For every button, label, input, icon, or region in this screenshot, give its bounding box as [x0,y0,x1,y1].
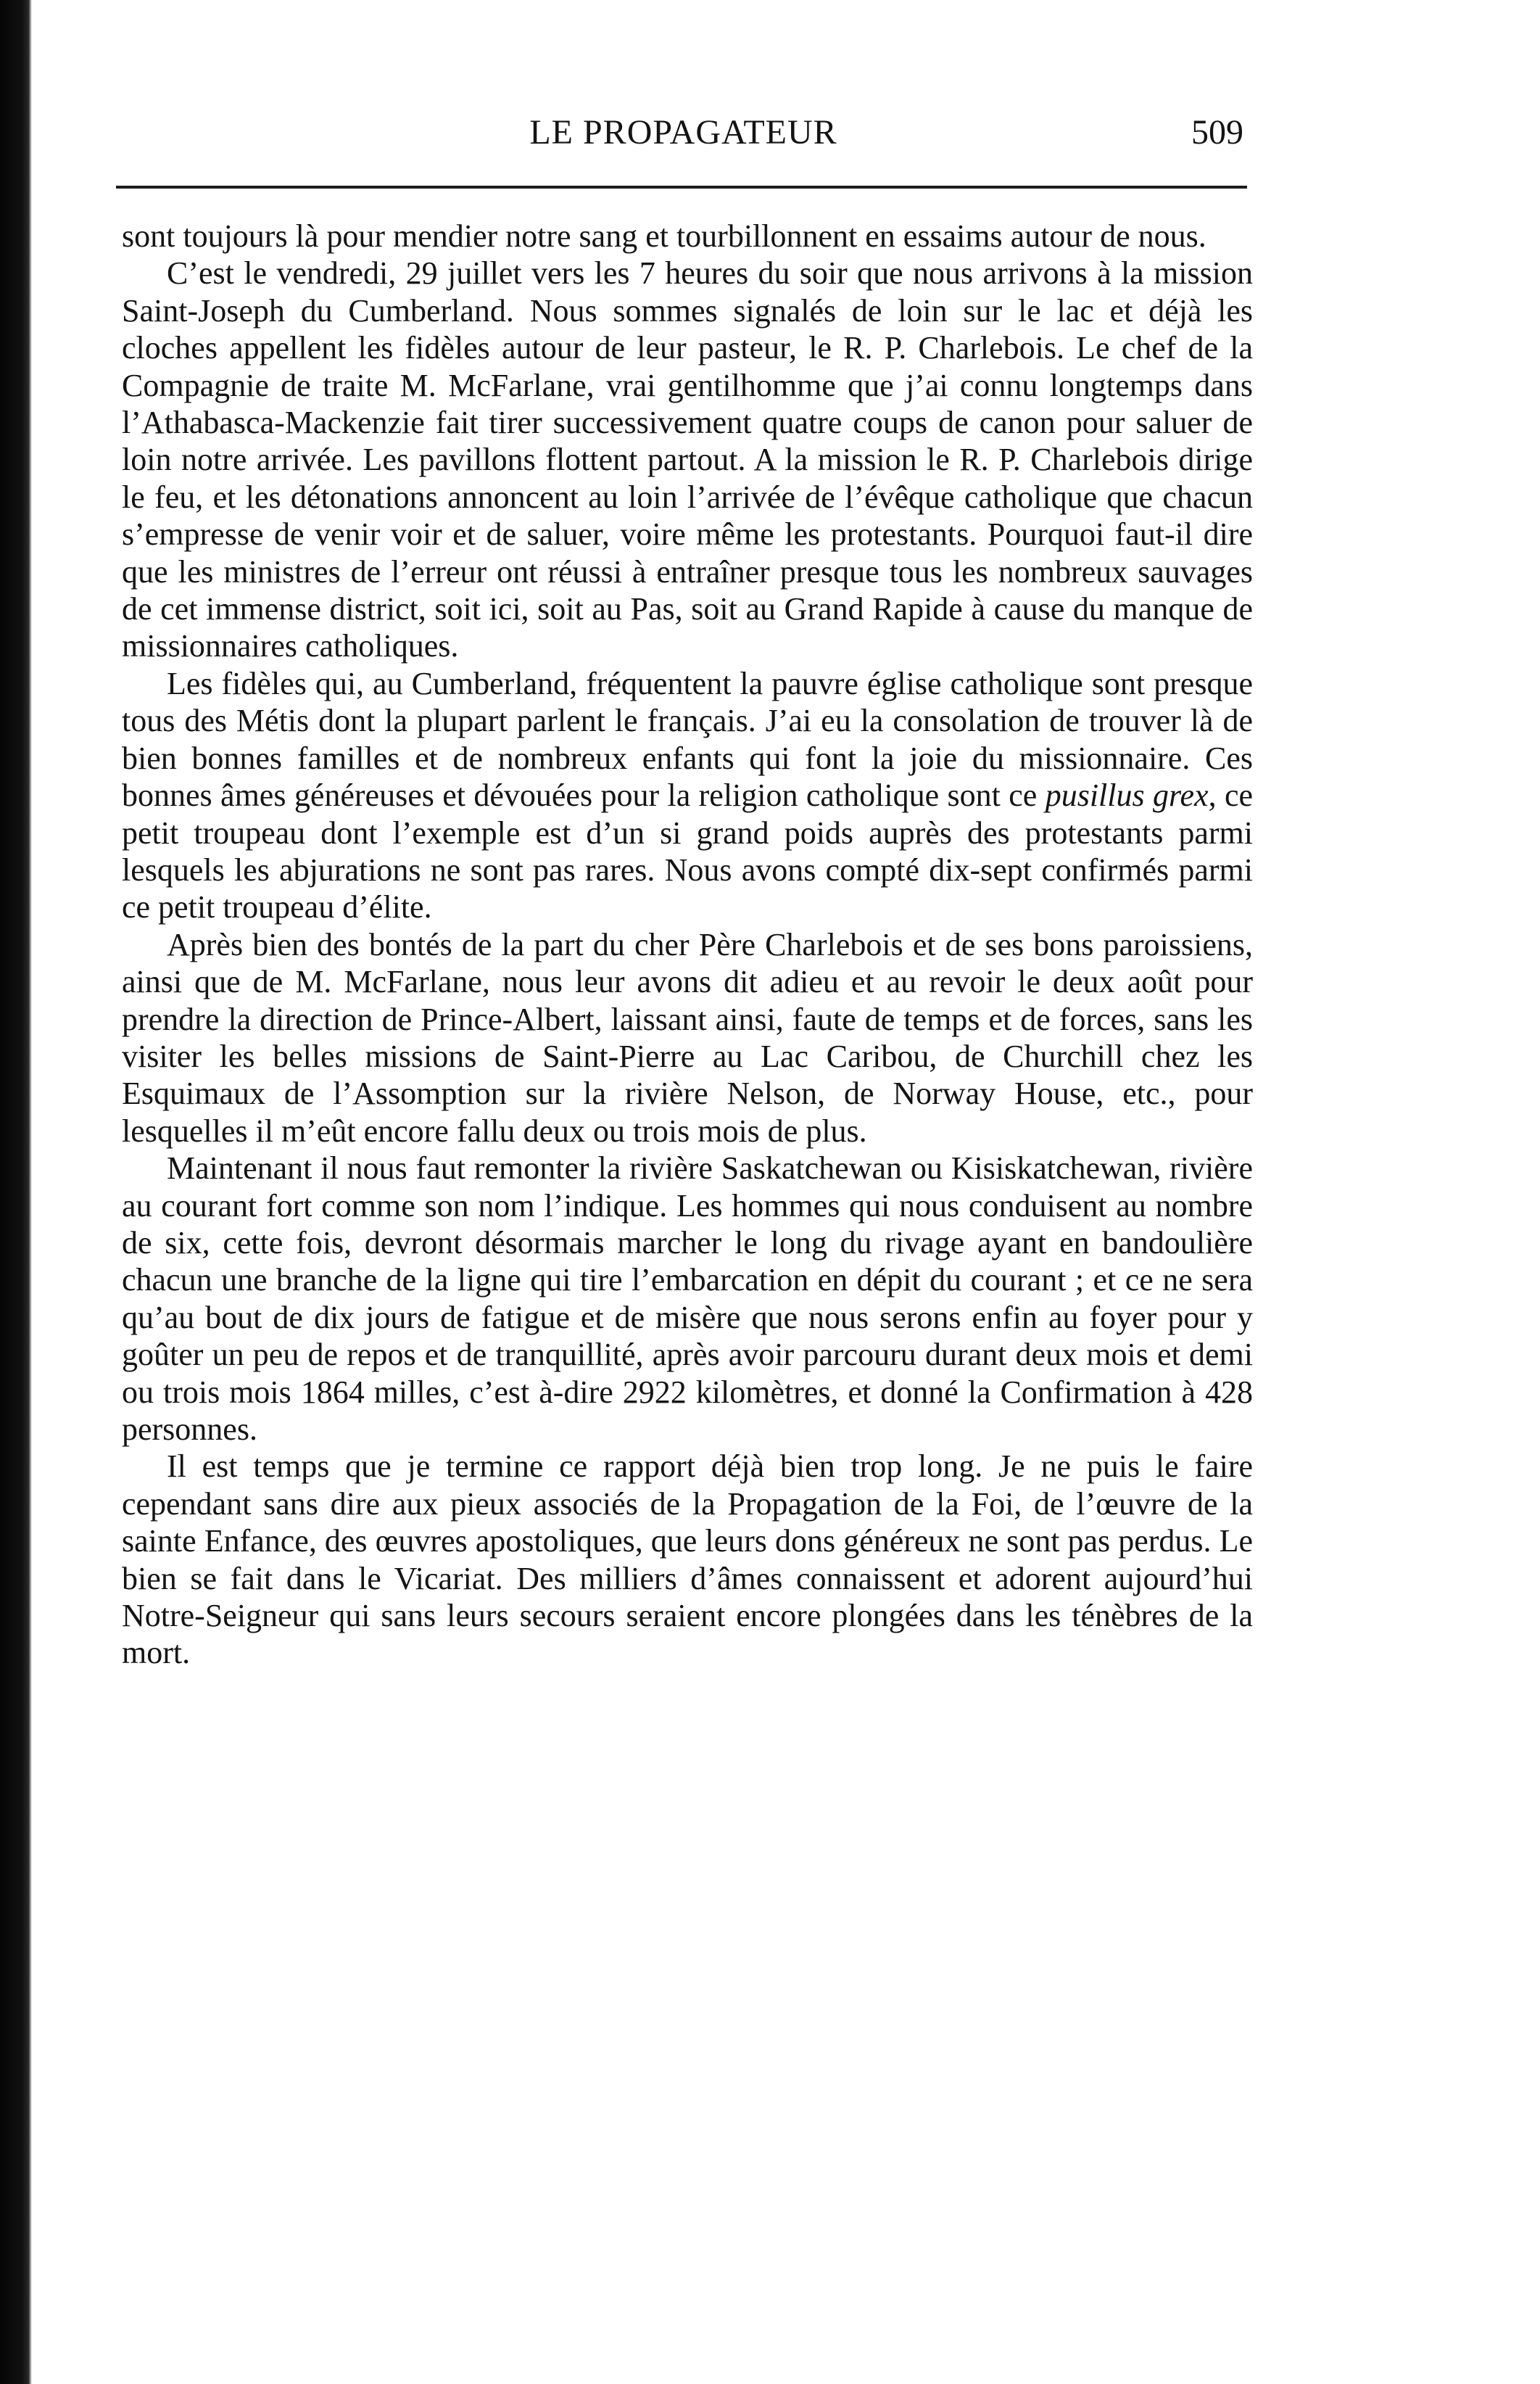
paragraph-3-after: , ce petit troupeau dont l’exemple est d’un si grand poids auprès des protestants parmi lesquels les abjurations ne sont pas rares. Nous avons compté dix-sept confirmés parmi ce petit troupeau d’élite. [122,778,1254,925]
header-rule [116,186,1247,189]
paragraph-2: C’est le vendredi, 29 juillet vers les 7 heures du soir que nous arrivons à la mission Saint-Joseph du Cumberland. Nous sommes signalés de loin sur le lac et déjà les cloches appellent les fidèles autour de leur pasteur, le R. P. Charlebois. Le chef de la Compagnie de traite M. McFarlane, vrai gentilhomme que j’ai connu longtemps dans l’Athabasca-Mackenzie fait tirer successivement quatre coups de canon pour saluer de loin notre arrivée. Les pavillons flottent partout. A la mission le R. P. Charlebois dirige le feu, et les détonations annoncent au loin l’arrivée de l’évêque catholique que chacun s’empresse de venir voir et de saluer, voire même les protestants. Pourquoi faut-il dire que les ministres de l’erreur ont réussi à entraîner presque tous les nombreux sauvages de cet immense district, soit ici, soit au Pas, soit au Grand Rapide à cause du manque de missionnaires catholiques. [122,255,1253,664]
page-body [122,218,1253,1672]
paragraph-1: sont toujours là pour mendier notre sang et tourbillonnent en essaims autour de nous. [122,218,1206,254]
paragraph-3 [122,665,1253,926]
page-number: 509 [1191,113,1243,152]
paragraph-6: Il est temps que je termine ce rapport déjà bien trop long. Je ne puis le faire cependant sans dire aux pieux associés de la Propagation de la Foi, de l’œuvre de la sainte Enfance, des œuvres apostoliques, que leurs dons généreux ne sont pas perdus. Le bien se fait dans le Vicariat. Des milliers d’âmes connaissent et adorent aujourd’hui Notre-Seigneur qui sans leurs secours seraient encore plongées dans les ténèbres de la mort. [122,1448,1253,1671]
running-header [123,107,1243,158]
paragraph-3-before: Les fidèles qui, au Cumberland, fréquentent la pauvre église catholique sont presque tous des Métis dont la plupart parlent le français. J’ai eu la consolation de trouver là de bien bonnes familles et de nombreux enfants qui font la joie du missionnaire. Ces bonnes âmes généreuses et dévouées pour la religion catholique sont ce [122,665,1253,814]
paragraph-5: Maintenant il nous faut remonter la rivière Saskatchewan ou Kisiskatchewan, rivière au courant fort comme son nom l’indique. Les hommes qui nous conduisent au nombre de six, cette fois, devront désormais marcher le long du rivage ayant en bandoulière chacun une branche de la ligne qui tire l’embarcation en dépit du courant ; et ce ne sera qu’au bout de dix jours de fatigue et de misère que nous serons enfin au foyer pour y goûter un peu de repos et de tranquillité, après avoir parcouru durant deux mois et demi ou trois mois 1864 milles, c’est à-dire 2922 kilomètres, et donné la Confirmation à 428 personnes. [122,1150,1253,1447]
latin-italic-phrase: pusillus grex [1045,778,1209,814]
scan-edge [0,0,32,2384]
paragraph-4: Après bien des bontés de la part du cher Père Charlebois et de ses bons paroissiens, ainsi que de M. McFarlane, nous leur avons dit adieu et au revoir le deux août pour prendre la direction de Prince-Albert, laissant ainsi, faute de temps et de forces, sans les visiter les belles missions de Saint-Pierre au Lac Caribou, de Churchill chez les Esquimaux de l’Assomption sur la rivière Nelson, de Norway House, etc., pour lesquelles il m’eût encore fallu deux ou trois mois de plus. [122,926,1253,1149]
running-title: LE PROPAGATEUR [529,113,837,152]
